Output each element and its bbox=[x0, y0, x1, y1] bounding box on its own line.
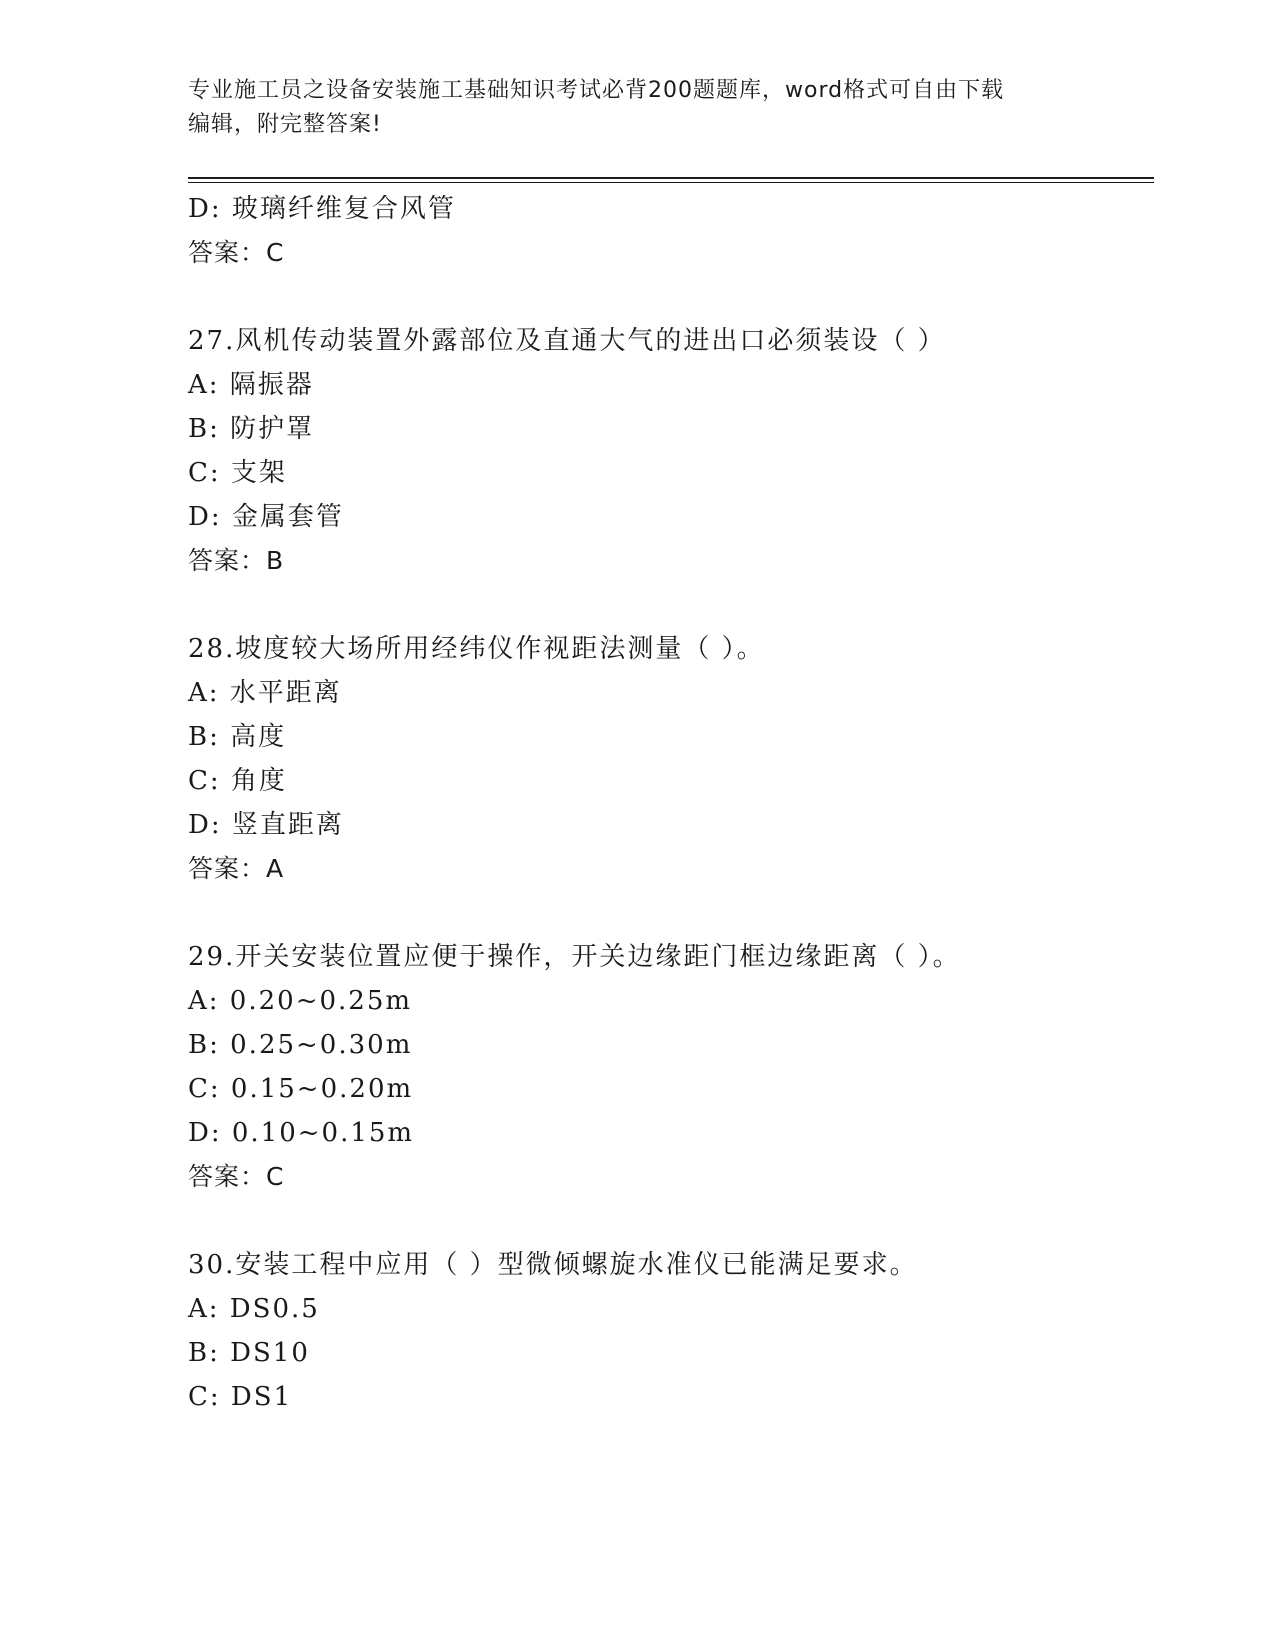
q27-question: 27.风机传动装置外露部位及直通大气的进出口必须装设（ ） bbox=[188, 326, 946, 356]
q30-option-a: A: DS0.5 bbox=[188, 1294, 320, 1324]
q29-option-d: D: 0.10~0.15m bbox=[188, 1118, 415, 1148]
q30-option-c: C: DS1 bbox=[188, 1382, 293, 1412]
q27-option-c: C: 支架 bbox=[188, 458, 287, 488]
q27-option-b: B: 防护罩 bbox=[188, 414, 315, 444]
header-divider-thin bbox=[188, 182, 1154, 183]
q30-option-b: B: DS10 bbox=[188, 1338, 310, 1368]
q27-answer: 答案：B bbox=[188, 546, 285, 575]
q28-option-d: D: 竖直距离 bbox=[188, 810, 344, 840]
q26-answer: 答案：C bbox=[188, 238, 285, 267]
q29-option-a: A: 0.20~0.25m bbox=[188, 986, 413, 1016]
q28-option-b: B: 高度 bbox=[188, 722, 287, 752]
q29-question: 29.开关安装位置应便于操作，开关边缘距门框边缘距离（ ）。 bbox=[188, 942, 961, 972]
q28-option-c: C: 角度 bbox=[188, 766, 287, 796]
q28-question: 28.坡度较大场所用经纬仪作视距法测量（ ）。 bbox=[188, 634, 765, 664]
document-header bbox=[188, 74, 1068, 142]
header-title-line-1: 专业施工员之设备安装施工基础知识考试必背200题题库，word格式可自由下载 bbox=[188, 78, 1005, 103]
q27-option-d: D: 金属套管 bbox=[188, 502, 344, 532]
q26-option-d: D: 玻璃纤维复合风管 bbox=[188, 194, 456, 224]
q29-option-b: B: 0.25~0.30m bbox=[188, 1030, 413, 1060]
q29-answer: 答案：C bbox=[188, 1162, 285, 1191]
q29-option-c: C: 0.15~0.20m bbox=[188, 1074, 414, 1104]
q28-answer: 答案：A bbox=[188, 854, 285, 883]
q30-question: 30.安装工程中应用（ ）型微倾螺旋水准仪已能满足要求。 bbox=[188, 1250, 918, 1280]
header-divider-thick bbox=[188, 177, 1154, 179]
q28-option-a: A: 水平距离 bbox=[188, 678, 342, 708]
header-title-line-2: 编辑，附完整答案! bbox=[188, 112, 382, 137]
q27-option-a: A: 隔振器 bbox=[188, 370, 314, 400]
